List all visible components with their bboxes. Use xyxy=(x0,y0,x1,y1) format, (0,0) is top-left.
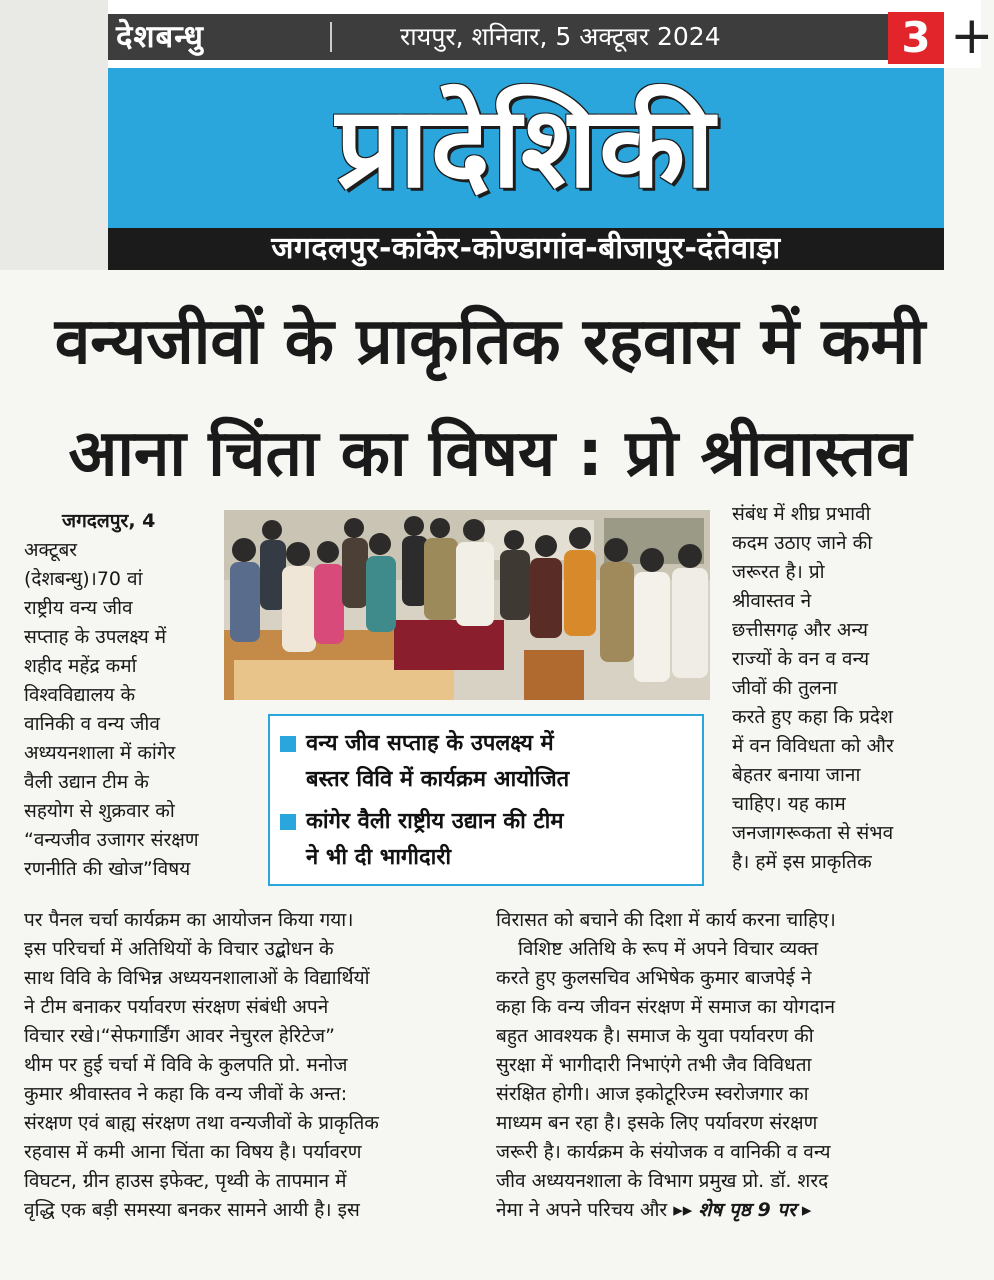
headline-line-1: वन्यजीवों के प्राकृतिक रहवास में कमी xyxy=(54,305,926,379)
pullout-line: ने भी दी भागीदारी xyxy=(306,845,452,870)
article-line: जरूरत है। प्रो xyxy=(732,561,825,583)
bullet-square-icon xyxy=(280,736,296,752)
article-line: (देशबन्धु)।70 वां xyxy=(24,568,143,590)
article-line: जनजागरूकता से संभव xyxy=(732,822,894,844)
article-line: सप्ताह के उपलक्ष्य में xyxy=(24,626,167,648)
article-last-line xyxy=(496,1196,944,1225)
article-line: विशिष्ट अतिथि के रूप में अपने विचार व्यक्त xyxy=(518,938,819,960)
pullout-box xyxy=(268,714,704,886)
masthead-separator xyxy=(330,22,332,52)
article-line: जरूरी है। कार्यक्रम के संयोजक व वानिकी व वन्य xyxy=(496,1141,831,1163)
masthead-left-margin xyxy=(0,0,108,270)
article-line: है। हमें इस प्राकृतिक xyxy=(732,851,872,873)
article-line: में वन विविधता को और xyxy=(732,735,894,757)
article-line: जीव अध्ययनशाला के विभाग प्रमुख प्रो. डॉ. शरद xyxy=(496,1170,829,1192)
article-line: राष्ट्रीय वन्य जीव xyxy=(24,597,133,619)
pullout-line: बस्तर विवि में कार्यक्रम आयोजित xyxy=(306,767,570,792)
article-line: श्रीवास्तव ने xyxy=(732,590,812,612)
article-line: संरक्षण एवं बाह्य संरक्षण तथा वन्यजीवों के प्राकृतिक xyxy=(24,1112,379,1134)
article-line: शहीद महेंद्र कर्मा xyxy=(24,655,137,677)
article-line: चाहिए। यह काम xyxy=(732,793,846,815)
article-line: विरासत को बचाने की दिशा में कार्य करना चाहिए। xyxy=(496,909,836,931)
continued-note: शेष पृष्ठ 9 पर xyxy=(698,1199,796,1221)
dateline: रायपुर, शनिवार, 5 अक्टूबर 2024 xyxy=(400,22,721,51)
pullout-line: वन्य जीव सप्ताह के उपलक्ष्य में xyxy=(306,731,554,756)
article-line: साथ विवि के विभिन्न अध्ययनशालाओं के विद्यार्थियों xyxy=(24,967,370,989)
article-line: कदम उठाए जाने की xyxy=(732,532,873,554)
article-line: छत्तीसगढ़ और अन्य xyxy=(732,619,869,641)
newspaper-brand: देशबन्धु xyxy=(116,19,204,55)
article-line: “वन्यजीव उजागर संरक्षण xyxy=(24,829,199,851)
article-line: पर पैनल चर्चा कार्यक्रम का आयोजन किया गया। xyxy=(24,909,354,931)
cities-list: जगदलपुर-कांकेर-कोण्डागांव-बीजापुर-दंतेवाड़ा xyxy=(271,231,781,266)
group-photo xyxy=(224,510,710,700)
article-line: कहा कि वन्य जीवन संरक्षण में समाज का योगदान xyxy=(496,996,836,1018)
section-title: प्रादेशिकी xyxy=(335,83,717,213)
headline-line-2: आना चिंता का विषय : प्रो श्रीवास्तव xyxy=(68,417,912,491)
article-bottom-left xyxy=(24,906,476,1225)
article-line: संरक्षित होगी। आज इकोटूरिज्म स्वरोजगार का xyxy=(496,1083,809,1105)
article-line: विचार रखे।“सेफगार्डिंग आवर नेचुरल हेरिटेज” xyxy=(24,1025,335,1047)
article-line: रणनीति की खोज”विषय xyxy=(24,858,191,880)
article-line: अध्ययनशाला में कांगेर xyxy=(24,742,176,764)
article-left-column xyxy=(24,507,252,884)
article-line: जीवों की तुलना xyxy=(732,677,838,699)
article-line: सुरक्षा में भागीदारी निभाएंगे तभी जैव विविधता xyxy=(496,1054,812,1076)
article-line: बेहतर बनाया जाना xyxy=(732,764,861,786)
article-line: राज्यों के वन व वन्य xyxy=(732,648,870,670)
article-right-column xyxy=(732,500,944,877)
article-line: वृद्धि एक बड़ी समस्या बनकर सामने आयी है। इस xyxy=(24,1199,360,1221)
article-bottom-right xyxy=(496,906,944,1225)
article-line: ने टीम बनाकर पर्यावरण संरक्षण संबंधी अपने xyxy=(24,996,329,1018)
article-line: जगदलपुर, 4 xyxy=(62,510,156,532)
article-line: विश्वविद्यालय के xyxy=(24,684,136,706)
article-line: सहयोग से शुक्रवार को xyxy=(24,800,175,822)
article-line: वैली उद्यान टीम के xyxy=(24,771,149,793)
article-line: करते हुए कुलसचिव अभिषेक कुमार बाजपेई ने xyxy=(496,967,812,989)
article-line: करते हुए कहा कि प्रदेश xyxy=(732,706,893,728)
article-line: रहवास में कमी आना चिंता का विषय है। पर्यावरण xyxy=(24,1141,362,1163)
article-line: अक्टूबर xyxy=(24,539,78,561)
article-line: संबंध में शीघ्र प्रभावी xyxy=(732,503,871,525)
article-line: वानिकी व वन्य जीव xyxy=(24,713,160,735)
article-line: माध्यम बन रहा है। इसके लिए पर्यावरण संरक्षण xyxy=(496,1112,818,1134)
article-line: बहुत आवश्यक है। समाज के युवा पर्यावरण की xyxy=(496,1025,814,1047)
article-line: विघटन, ग्रीन हाउस इफेक्ट, पृथ्वी के तापमान में xyxy=(24,1170,347,1192)
bullet-square-icon xyxy=(280,814,296,830)
article-line: नेमा ने अपने परिचय और xyxy=(496,1199,668,1221)
article-line: थीम पर हुई चर्चा में विवि के कुलपति प्रो. मनोज xyxy=(24,1054,348,1076)
article-line: इस परिचर्चा में अतिथियों के विचार उद्बोधन के xyxy=(24,938,334,960)
page-number-badge: 3 xyxy=(888,12,944,64)
article-line: कुमार श्रीवास्तव ने कहा कि वन्य जीवों के अन्त: xyxy=(24,1083,348,1105)
pullout-line: कांगेर वैली राष्ट्रीय उद्यान की टीम xyxy=(306,809,564,834)
continued-arrow-icon: ▸▸ xyxy=(673,1199,699,1221)
continued-arrow-icon: ▸ xyxy=(801,1199,812,1221)
next-article-edge xyxy=(0,1262,981,1280)
group-photo-image xyxy=(224,510,710,700)
registration-mark-icon: + xyxy=(950,6,994,66)
